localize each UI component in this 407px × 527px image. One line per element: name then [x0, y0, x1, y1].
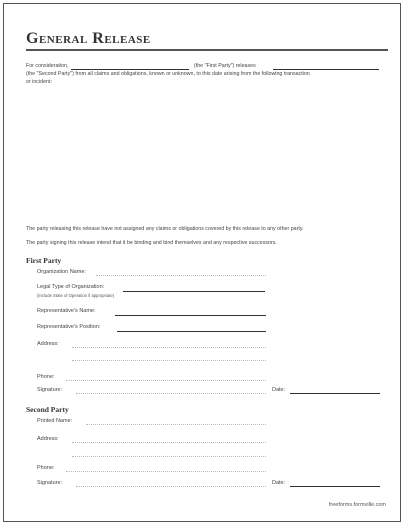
- representative-name-field[interactable]: [115, 315, 266, 316]
- second-party-phone-label: Phone:: [37, 465, 55, 471]
- second-party-address-label: Address:: [37, 436, 59, 442]
- second-party-signature-label: Signature:: [37, 480, 63, 486]
- first-party-signature-line: [76, 393, 266, 394]
- organization-name-label: Organization Name:: [37, 269, 86, 275]
- first-party-phone-line: [66, 380, 266, 381]
- first-party-releases-text: (the "First Party") releases: [194, 63, 256, 69]
- second-party-date-field[interactable]: [290, 486, 380, 487]
- or-incident-text: or incident:: [26, 79, 52, 85]
- first-party-date-field[interactable]: [290, 393, 380, 394]
- consideration-blank[interactable]: [71, 69, 189, 70]
- representative-position-field[interactable]: [117, 331, 266, 332]
- not-assigned-statement: The party releasing this release have not assigned any claims or obligations covered by this release to any other party.: [26, 226, 304, 232]
- second-party-phone-line: [66, 471, 266, 472]
- binding-statement: The party signing this release intend that it be binding and bind themselves and any respective successors.: [26, 240, 277, 246]
- footer-site: freeforms.formville.com: [328, 502, 386, 508]
- second-party-address-line1: [72, 442, 266, 443]
- second-party-date-label: Date:: [272, 480, 286, 486]
- second-party-clause: (the "Second Party") from all claims and obligations, known or unknown, to this date arising from the following transaction: [26, 71, 310, 77]
- legal-type-field[interactable]: [123, 291, 265, 292]
- title-rule: [26, 49, 388, 51]
- second-party-name-blank[interactable]: [273, 69, 379, 70]
- consideration-intro: For consideration,: [26, 63, 69, 69]
- second-party-heading: Second Party: [26, 405, 69, 414]
- first-party-address-line2: [72, 360, 266, 361]
- document-page: [3, 3, 401, 522]
- printed-name-label: Printed Name:: [37, 418, 73, 424]
- first-party-date-label: Date:: [272, 387, 286, 393]
- first-party-address-line1: [72, 347, 266, 348]
- organization-name-dots: [96, 275, 266, 276]
- representative-position-label: Representative's Position:: [37, 324, 101, 330]
- legal-type-label: Legal Type of Organization:: [37, 284, 105, 290]
- second-party-address-line2: [72, 456, 266, 457]
- document-title: General Release: [26, 30, 151, 47]
- second-party-signature-line: [76, 486, 266, 487]
- first-party-phone-label: Phone:: [37, 374, 55, 380]
- first-party-address-label: Address:: [37, 341, 59, 347]
- representative-name-label: Representative's Name:: [37, 308, 96, 314]
- first-party-signature-label: Signature:: [37, 387, 63, 393]
- first-party-heading: First Party: [26, 256, 62, 265]
- legal-type-hint: (Include State of Operation if appropriate): [37, 293, 115, 298]
- printed-name-line: [86, 424, 266, 425]
